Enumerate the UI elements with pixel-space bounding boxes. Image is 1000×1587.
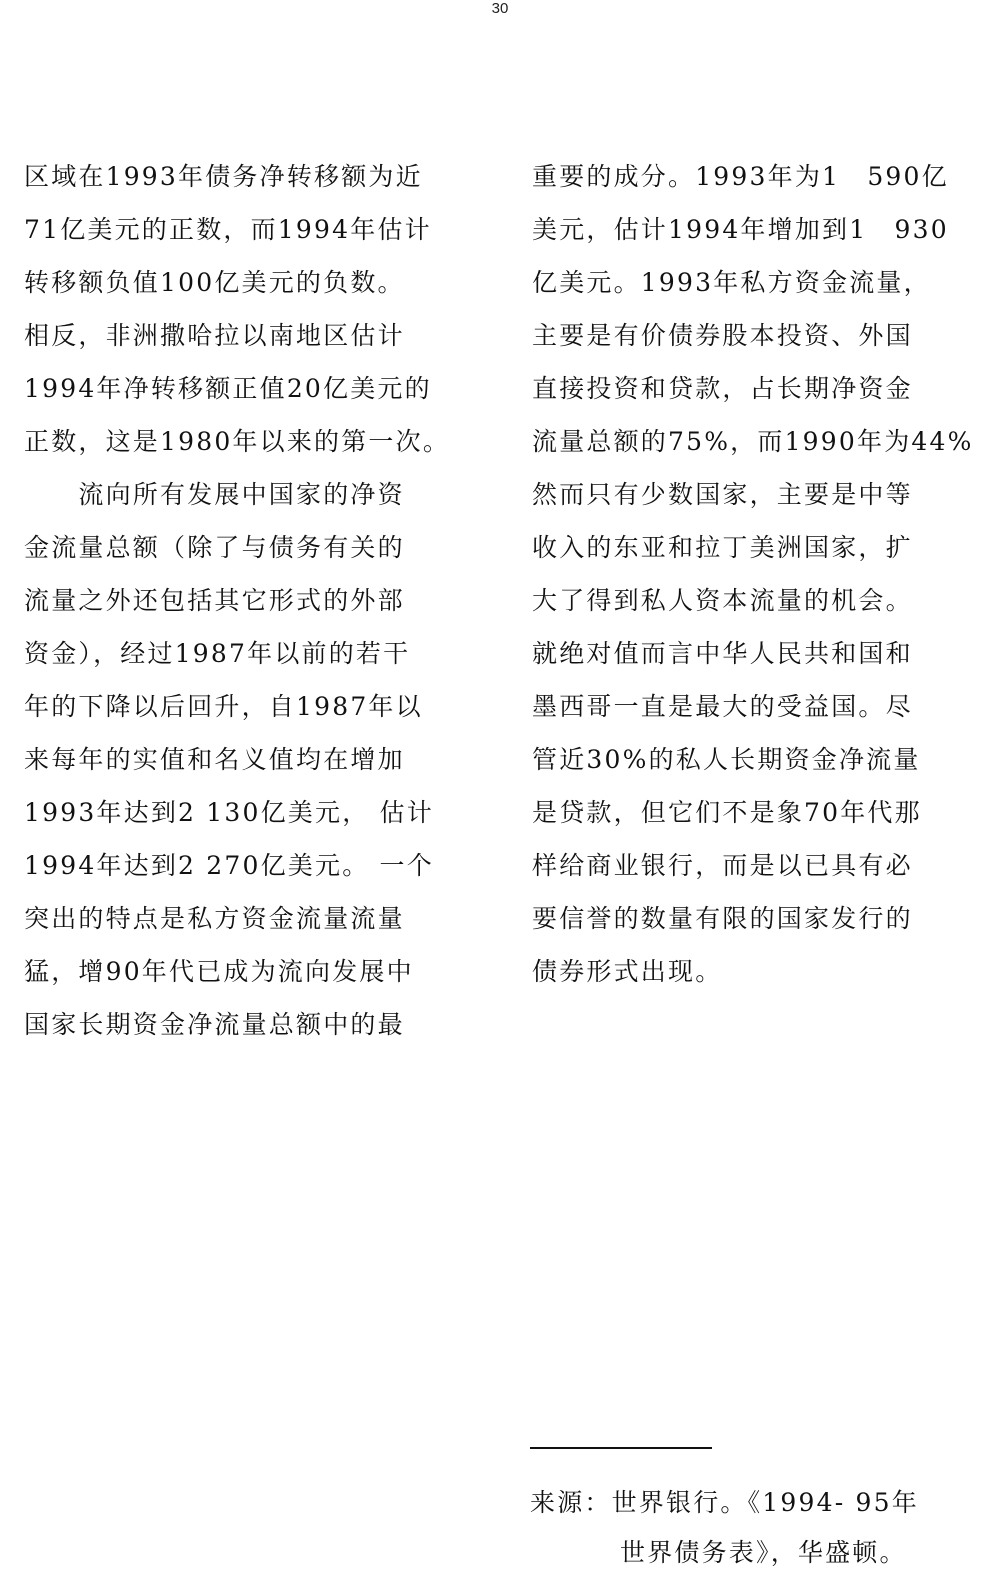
text-line: 要信誉的数量有限的国家发行的 bbox=[532, 904, 913, 933]
text-line: 金流量总额（除了与债务有关的 bbox=[24, 533, 405, 562]
text-line: 71亿美元的正数，而1994年估计 bbox=[24, 215, 432, 244]
text-line: 样给商业银行，而是以已具有必 bbox=[532, 851, 913, 880]
text-line: 重要的成分。1993年为1 590亿 bbox=[532, 162, 949, 191]
text-line: 然而只有少数国家，主要是中等 bbox=[532, 480, 913, 509]
footnote-divider bbox=[530, 1447, 712, 1449]
text-line: 美元，估计1994年增加到1 930 bbox=[532, 215, 949, 244]
text-line: 债券形式出现。 bbox=[532, 957, 723, 986]
text-line: 区域在1993年债务净转移额为近 bbox=[24, 162, 423, 191]
text-line: 相反，非洲撒哈拉以南地区估计 bbox=[24, 321, 405, 350]
text-line: 是贷款，但它们不是象70年代那 bbox=[532, 798, 922, 827]
text-line: 流量总额的75%，而1990年为44% bbox=[532, 427, 974, 456]
text-line: 流量之外还包括其它形式的外部 bbox=[24, 586, 405, 615]
text-line: 墨西哥一直是最大的受益国。尽 bbox=[532, 692, 913, 721]
left-text-column bbox=[24, 150, 484, 1051]
text-line: 就绝对值而言中华人民共和国和 bbox=[532, 639, 913, 668]
text-line: 突出的特点是私方资金流量流量 bbox=[24, 904, 405, 933]
text-line: 亿美元。1993年私方资金流量， bbox=[532, 268, 931, 297]
text-line: 转移额负值100亿美元的负数。 bbox=[24, 268, 405, 297]
footnote-source-line: 世界债务表》，华盛顿。 bbox=[620, 1538, 907, 1567]
text-line: 资金），经过1987年以前的若干 bbox=[24, 639, 411, 668]
page-number: 30 bbox=[491, 0, 509, 17]
text-line: 国家长期资金净流量总额中的最 bbox=[24, 1010, 405, 1039]
text-line: 猛，增90年代已成为流向发展中 bbox=[24, 957, 414, 986]
text-line: 年的下降以后回升，自1987年以 bbox=[24, 692, 423, 721]
text-line: 大了得到私人资本流量的机会。 bbox=[532, 586, 913, 615]
text-line: 正数，这是1980年以来的第一次。 bbox=[24, 427, 451, 456]
text-line: 1994年净转移额正值20亿美元的 bbox=[24, 374, 432, 403]
footnote bbox=[530, 1478, 990, 1578]
text-line: 管近30%的私人长期资金净流量 bbox=[532, 745, 921, 774]
text-line: 流向所有发展中国家的净资 bbox=[24, 480, 405, 509]
text-line: 直接投资和贷款，占长期净资金 bbox=[532, 374, 913, 403]
text-line: 来每年的实值和名义值均在增加 bbox=[24, 745, 405, 774]
text-line: 收入的东亚和拉丁美洲国家，扩 bbox=[532, 533, 913, 562]
text-line: 主要是有价债券股本投资、外国 bbox=[532, 321, 913, 350]
footnote-source-line: 来源：世界银行。《1994- 95年 bbox=[530, 1488, 919, 1517]
right-text-column bbox=[532, 150, 1000, 998]
text-line: 1993年达到2 130亿美元， 估计 bbox=[24, 798, 434, 827]
text-line: 1994年达到2 270亿美元。 一个 bbox=[24, 851, 434, 880]
